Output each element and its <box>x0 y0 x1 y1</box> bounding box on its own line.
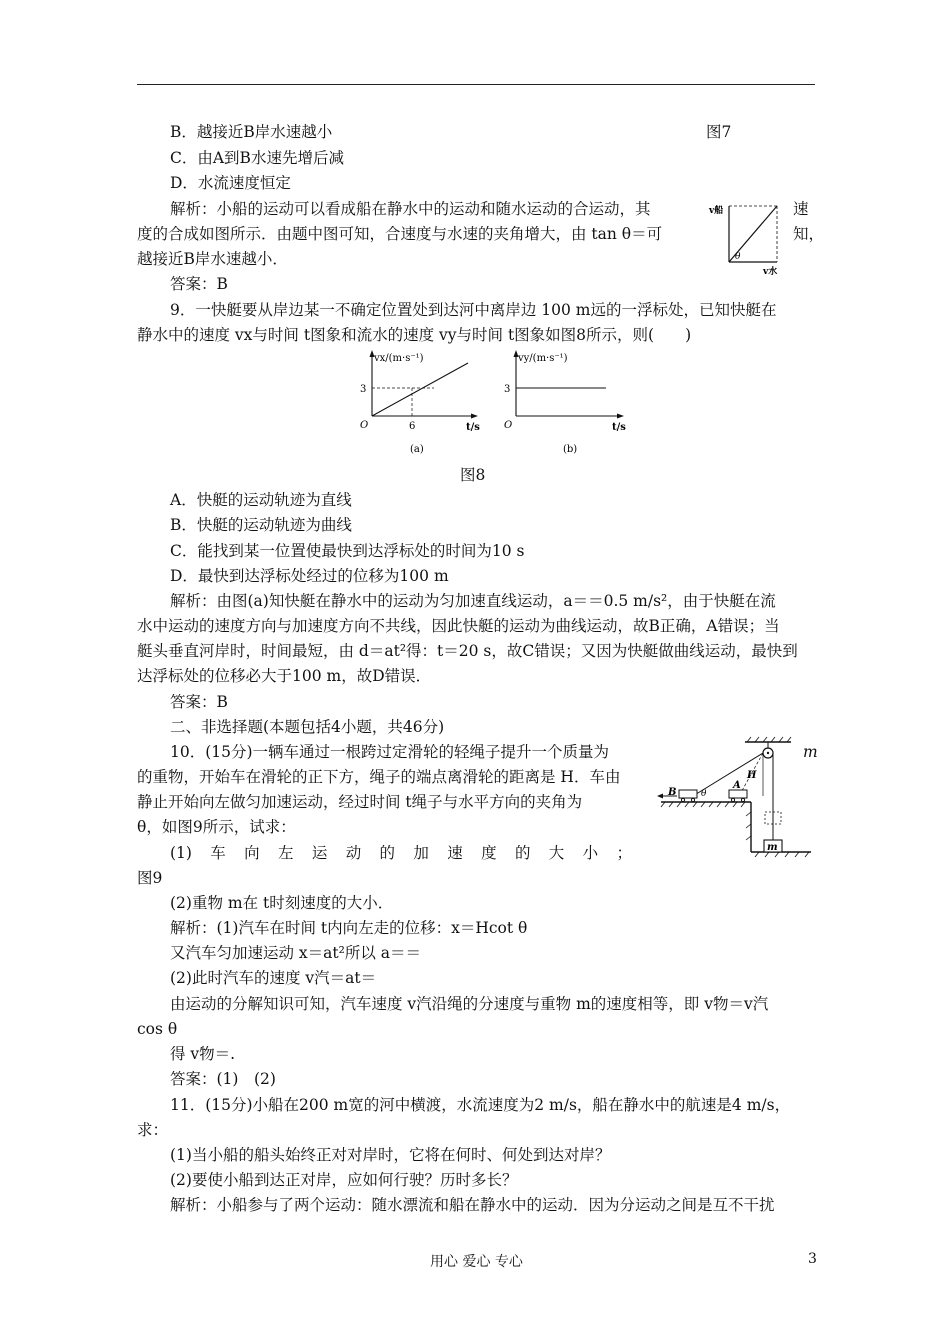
graph-b-x-arrow <box>617 414 624 419</box>
section-2-heading: 二、非选择题(本题包括4小题，共46分) <box>170 718 445 736</box>
v-boat-label: v船 <box>709 206 724 216</box>
q9-analysis-line-1: 解析：由图(a)知快艇在静水中的运动为匀加速直线运动，a＝＝0.5 m/s²，由于快艇在流 <box>170 592 776 610</box>
motion-arrow-head <box>657 794 663 799</box>
q9-option-c: C．能找到某一位置使最快到达浮标处的时间为10 s <box>170 542 525 560</box>
ceiling-hatch <box>747 737 791 742</box>
q10-sub-question-1: (1) 车 向 左 运 动 的 加 速 度 的 大 小 ； <box>170 844 632 862</box>
q10-analysis-line-5: cos θ <box>137 1020 178 1038</box>
q9-stem-line-1: 9．一快艇要从岸边某一不确定位置处到达河中离岸边 100 m远的一浮标处，已知快艇在 <box>170 301 777 319</box>
figure-8-graphs <box>350 348 640 460</box>
label-theta: θ <box>701 789 707 799</box>
q8-analysis-line-2: 度的合成如图所示．由题中图可知，合速度与水速的夹角增大，由 tan θ＝可 <box>137 225 663 243</box>
label-m: m <box>767 842 778 853</box>
car-b <box>679 790 697 798</box>
figure-9-pulley-diagram <box>655 736 825 860</box>
graph-b <box>504 350 626 455</box>
q9-option-d: D．最快到达浮标处经过的位移为100 m <box>170 567 449 585</box>
q10-mass-label: m <box>803 743 818 761</box>
q10-line-3: 静止开始向左做匀加速运动，经过时间 t绳子与水平方向的夹角为 <box>137 793 583 811</box>
v-water-label: v水 <box>763 267 778 277</box>
graph-a-y-tick: 3 <box>360 384 367 395</box>
q8-answer: 答案：B <box>170 275 228 293</box>
q9-answer: 答案：B <box>170 693 228 711</box>
graph-b-xlabel: t/s <box>612 422 626 433</box>
q10-analysis-line-6: 得 v物＝. <box>170 1045 236 1063</box>
header-rule <box>137 84 815 85</box>
q10-sub-question-2: (2)重物 m在 t时刻速度的大小． <box>170 894 394 912</box>
q9-option-b: B．快艇的运动轨迹为曲线 <box>170 516 352 534</box>
figure-8-label: 图8 <box>460 466 486 484</box>
q10-line-1: 10．(15分)一辆车通过一根跨过定滑轮的轻绳子提升一个质量为 <box>170 743 610 761</box>
car-b-wheel-1 <box>681 798 684 801</box>
q10-analysis-line-1: 解析：(1)汽车在时间 t内向左走的位移：x＝Hcot θ <box>170 919 528 937</box>
graph-b-ylabel: vy/(m·s⁻¹) <box>518 353 568 364</box>
graph-a-x-tick: 6 <box>409 421 416 432</box>
q10-line-4: θ，如图9所示，试求： <box>137 818 296 836</box>
graph-b-y-tick: 3 <box>504 384 511 395</box>
q11-line-1: 11．(15分)小船在200 m宽的河中横渡，水流速度为2 m/s，船在静水中的航速是4 m/s， <box>170 1096 791 1114</box>
label-h: H <box>747 770 757 781</box>
graph-a-xlabel: t/s <box>466 422 480 433</box>
label-b: B <box>668 787 677 798</box>
q10-analysis-line-2: 又汽车匀加速运动 x＝at²所以 a＝＝ <box>170 944 422 962</box>
graph-a-x-arrow <box>471 414 478 419</box>
q10-line-2: 的重物，开始车在滑轮的正下方，绳子的端点离滑轮的距离是 H．车由 <box>137 768 621 786</box>
label-a: A <box>733 780 741 791</box>
graph-b-origin: O <box>504 420 513 431</box>
q8-analysis-line-1: 解析：小船的运动可以看成船在静水中的运动和随水运动的合运动，其 <box>170 200 651 218</box>
q10-analysis-line-4: 由运动的分解知识可知，汽车速度 v汽沿绳的分速度与重物 m的速度相等，即 v物＝v汽 <box>170 995 769 1013</box>
q8-option-c: C．由A到B水速先增后减 <box>170 149 344 167</box>
q11-line-2: 求： <box>137 1121 169 1139</box>
car-b-wheel-2 <box>691 798 694 801</box>
q8-option-b: B．越接近B岸水速越小 <box>170 123 333 141</box>
figure-7-label: 图7 <box>706 123 732 141</box>
page-number: 3 <box>808 1251 817 1267</box>
footer-motto: 用心 爱心 专心 <box>430 1254 523 1270</box>
q8-analysis-line-2-end: 知， <box>793 225 825 243</box>
car-a-wheel-2 <box>741 798 744 801</box>
q8-analysis-line-1-end: 速 <box>793 200 809 218</box>
theta-label: θ <box>735 252 741 262</box>
graph-a-line <box>372 363 468 416</box>
q10-answer: 答案：(1) (2) <box>170 1070 276 1088</box>
q11-sub-question-2: (2)要使小船到达正对岸，应如何行驶？历时多长？ <box>170 1171 518 1189</box>
pulley-axle <box>767 752 769 754</box>
q8-analysis-line-3: 越接近B岸水速越小． <box>137 250 288 268</box>
ground-hatch <box>661 802 809 857</box>
graph-a-origin: O <box>360 420 369 431</box>
car-a-wheel-1 <box>731 798 734 801</box>
graph-a-ylabel: vx/(m·s⁻¹) <box>374 353 424 364</box>
q9-analysis-line-2: 水中运动的速度方向与加速度方向不共线，因此快艇的运动为曲线运动，故B正确，A错误；当 <box>137 617 780 635</box>
velocity-composition-diagram <box>705 198 785 278</box>
car-a <box>729 790 747 798</box>
q9-analysis-line-3: 艇头垂直河岸时，时间最短，由 d＝at²得：t＝20 s，故C错误；又因为快艇做曲线运动，最快到 <box>137 642 798 660</box>
q9-stem-line-2: 静水中的速度 vx与时间 t图象和流水的速度 vy与时间 t图象如图8所示，则( ) <box>137 326 692 344</box>
q11-sub-question-1: (1)当小船的船头始终正对对岸时，它将在何时、何处到达对岸？ <box>170 1146 611 1164</box>
q9-option-a: A．快艇的运动轨迹为直线 <box>170 491 352 509</box>
figure-9-label: 图9 <box>137 869 163 887</box>
q8-option-d: D．水流速度恒定 <box>170 174 291 192</box>
graph-a-caption: (a) <box>410 444 424 455</box>
graph-b-caption: (b) <box>563 444 578 455</box>
q9-analysis-line-4: 达浮标处的位移必大于100 m，故D错误． <box>137 667 432 685</box>
q11-analysis-line-1: 解析：小船参与了两个运动：随水漂流和船在静水中的运动．因为分运动之间是互不干扰 <box>170 1196 775 1214</box>
graph-a <box>360 350 480 455</box>
q10-analysis-line-3: (2)此时汽车的速度 v汽＝at＝ <box>170 969 377 987</box>
